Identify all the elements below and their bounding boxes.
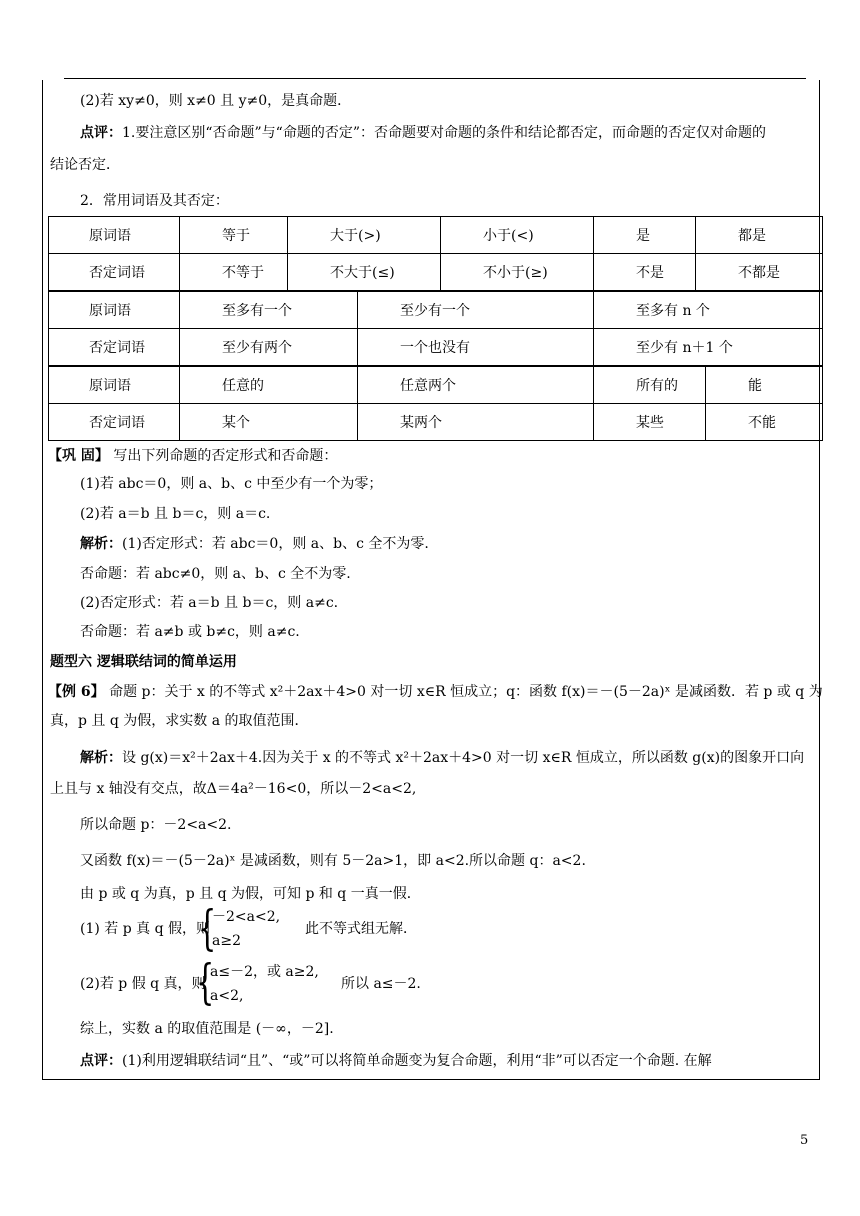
case1-top: －2<a<2, xyxy=(212,909,281,925)
example6-line2: 真，p 且 q 为假，求实数 a 的取值范围． xyxy=(50,713,309,729)
table-cell: 大于(>) xyxy=(288,217,441,254)
consolidate-a3: (2)否定形式：若 a＝b 且 b＝c，则 a≠c. xyxy=(80,595,339,611)
table-cell: 等于 xyxy=(180,217,288,254)
table-cell: 原词语 xyxy=(49,217,180,254)
header-rule xyxy=(64,78,806,79)
table-cell: 至少有 n＋1 个 xyxy=(594,329,823,366)
comment-line1: 1.要注意区别“否命题”与“命题的否定”：否命题要对命题的条件和结论都否定，而命题的否定仅对命题的 xyxy=(122,125,766,141)
table-cell: 任意的 xyxy=(180,367,358,404)
case2-top: a≤－2，或 a≥2, xyxy=(210,964,319,980)
case1-label: (1) 若 p 真 q 假，则 xyxy=(80,921,211,937)
case2-brace: { xyxy=(196,954,215,1010)
comment-block xyxy=(80,123,766,143)
table-cell: 小于(<) xyxy=(441,217,594,254)
table-cell: 不大于(≤) xyxy=(288,254,441,291)
case1-brace: { xyxy=(198,900,217,956)
solution-s1: 设 g(x)＝x²＋2ax＋4.因为关于 x 的不等式 x²＋2ax＋4>0 对一切 x∈R 恒成立，所以函数 g(x)的图象开口向 xyxy=(122,750,805,766)
table-cell: 至多有 n 个 xyxy=(594,292,823,329)
table-row xyxy=(49,367,823,404)
comment-line2: 结论否定． xyxy=(50,157,120,173)
table-cell: 原词语 xyxy=(49,292,180,329)
table-cell: 不小于(≥) xyxy=(441,254,594,291)
consolidate-q1: (1)若 abc＝0，则 a、b、c 中至少有一个为零； xyxy=(80,476,383,492)
table-cell: 不能 xyxy=(706,404,823,441)
comment-label: 点评： xyxy=(80,125,122,141)
analysis-label: 解析： xyxy=(80,536,122,552)
vocab-table-1 xyxy=(48,216,823,291)
table-cell: 否定词语 xyxy=(49,329,180,366)
table-row xyxy=(49,329,823,366)
example-label: 【例 6】 xyxy=(48,684,105,700)
table-row xyxy=(49,404,823,441)
case2-bottom: a<2, xyxy=(210,988,244,1004)
vocab-table-3 xyxy=(48,366,823,441)
table-cell: 至少有两个 xyxy=(180,329,358,366)
comment-text: (1)利用逻辑联结词“且”、“或”可以将简单命题变为复合命题，利用“非”可以否定一个命题. 在解 xyxy=(122,1053,712,1069)
table-row xyxy=(49,292,823,329)
table-row xyxy=(49,217,823,254)
example6-line1 xyxy=(48,682,823,702)
analysis-label: 解析： xyxy=(80,750,122,766)
solution-s3: 又函数 f(x)＝－(5－2a)ˣ 是减函数，则有 5－2a>1，即 a<2.所以命题 q：a<2. xyxy=(80,853,586,869)
section6-comment xyxy=(80,1051,712,1071)
consolidate-a1: (1)否定形式：若 abc＝0，则 a、b、c 全不为零. xyxy=(122,536,429,552)
table-cell: 否定词语 xyxy=(49,404,180,441)
case1-bottom: a≥2 xyxy=(212,933,241,949)
page-number: 5 xyxy=(800,1133,809,1148)
table-cell: 都是 xyxy=(696,217,823,254)
consolidate-label: 【巩 固】 xyxy=(48,448,109,464)
table-cell: 某些 xyxy=(594,404,706,441)
vocab-table-2 xyxy=(48,291,823,366)
case2-label: (2)若 p 假 q 真，则 xyxy=(80,976,206,992)
item2-line: (2)若 xy≠0，则 x≠0 且 y≠0，是真命题． xyxy=(80,93,352,109)
table-cell: 至多有一个 xyxy=(180,292,358,329)
table-cell: 不是 xyxy=(594,254,696,291)
table-cell: 至少有一个 xyxy=(358,292,594,329)
comment-label: 点评： xyxy=(80,1053,122,1069)
table-cell: 不等于 xyxy=(180,254,288,291)
solution-s2: 所以命题 p：－2<a<2. xyxy=(80,817,232,833)
table-cell: 否定词语 xyxy=(49,254,180,291)
consolidate-a2: 否命题：若 abc≠0，则 a、b、c 全不为零. xyxy=(80,566,351,582)
table-cell: 某两个 xyxy=(358,404,594,441)
table-cell: 一个也没有 xyxy=(358,329,594,366)
case2-result: 所以 a≤－2. xyxy=(341,976,421,992)
table-cell: 所有的 xyxy=(594,367,706,404)
consolidate-a1-line xyxy=(80,534,429,554)
table-cell: 是 xyxy=(594,217,696,254)
example-text: 命题 p：关于 x 的不等式 x²＋2ax＋4>0 对一切 x∈R 恒成立；q：函数 f(x)＝－(5－2a)ˣ 是减函数．若 p 或 q 为 xyxy=(104,684,823,700)
solution-s1b: 上且与 x 轴没有交点，故Δ＝4a²－16<0，所以－2<a<2, xyxy=(50,781,417,797)
case1-result: 此不等式组无解． xyxy=(305,921,417,937)
table-cell: 原词语 xyxy=(49,367,180,404)
table-row xyxy=(49,254,823,291)
solution-line1 xyxy=(80,748,804,768)
table-cell: 能 xyxy=(706,367,823,404)
consolidate-header xyxy=(48,446,337,466)
table-cell: 任意两个 xyxy=(358,367,594,404)
conclusion: 综上，实数 a 的取值范围是 (－∞，－2]. xyxy=(80,1021,334,1037)
consolidate-q2: (2)若 a＝b 且 b＝c，则 a＝c. xyxy=(80,506,271,522)
section2-title: 2．常用词语及其否定： xyxy=(80,193,229,209)
solution-s4: 由 p 或 q 为真，p 且 q 为假，可知 p 和 q 一真一假． xyxy=(80,886,421,902)
table-cell: 某个 xyxy=(180,404,358,441)
table-cell: 不都是 xyxy=(696,254,823,291)
section6-title: 题型六 逻辑联结词的简单运用 xyxy=(50,654,237,670)
consolidate-prompt: 写出下列命题的否定形式和否命题： xyxy=(108,448,338,464)
consolidate-a4: 否命题：若 a≠b 或 b≠c，则 a≠c. xyxy=(80,624,300,640)
